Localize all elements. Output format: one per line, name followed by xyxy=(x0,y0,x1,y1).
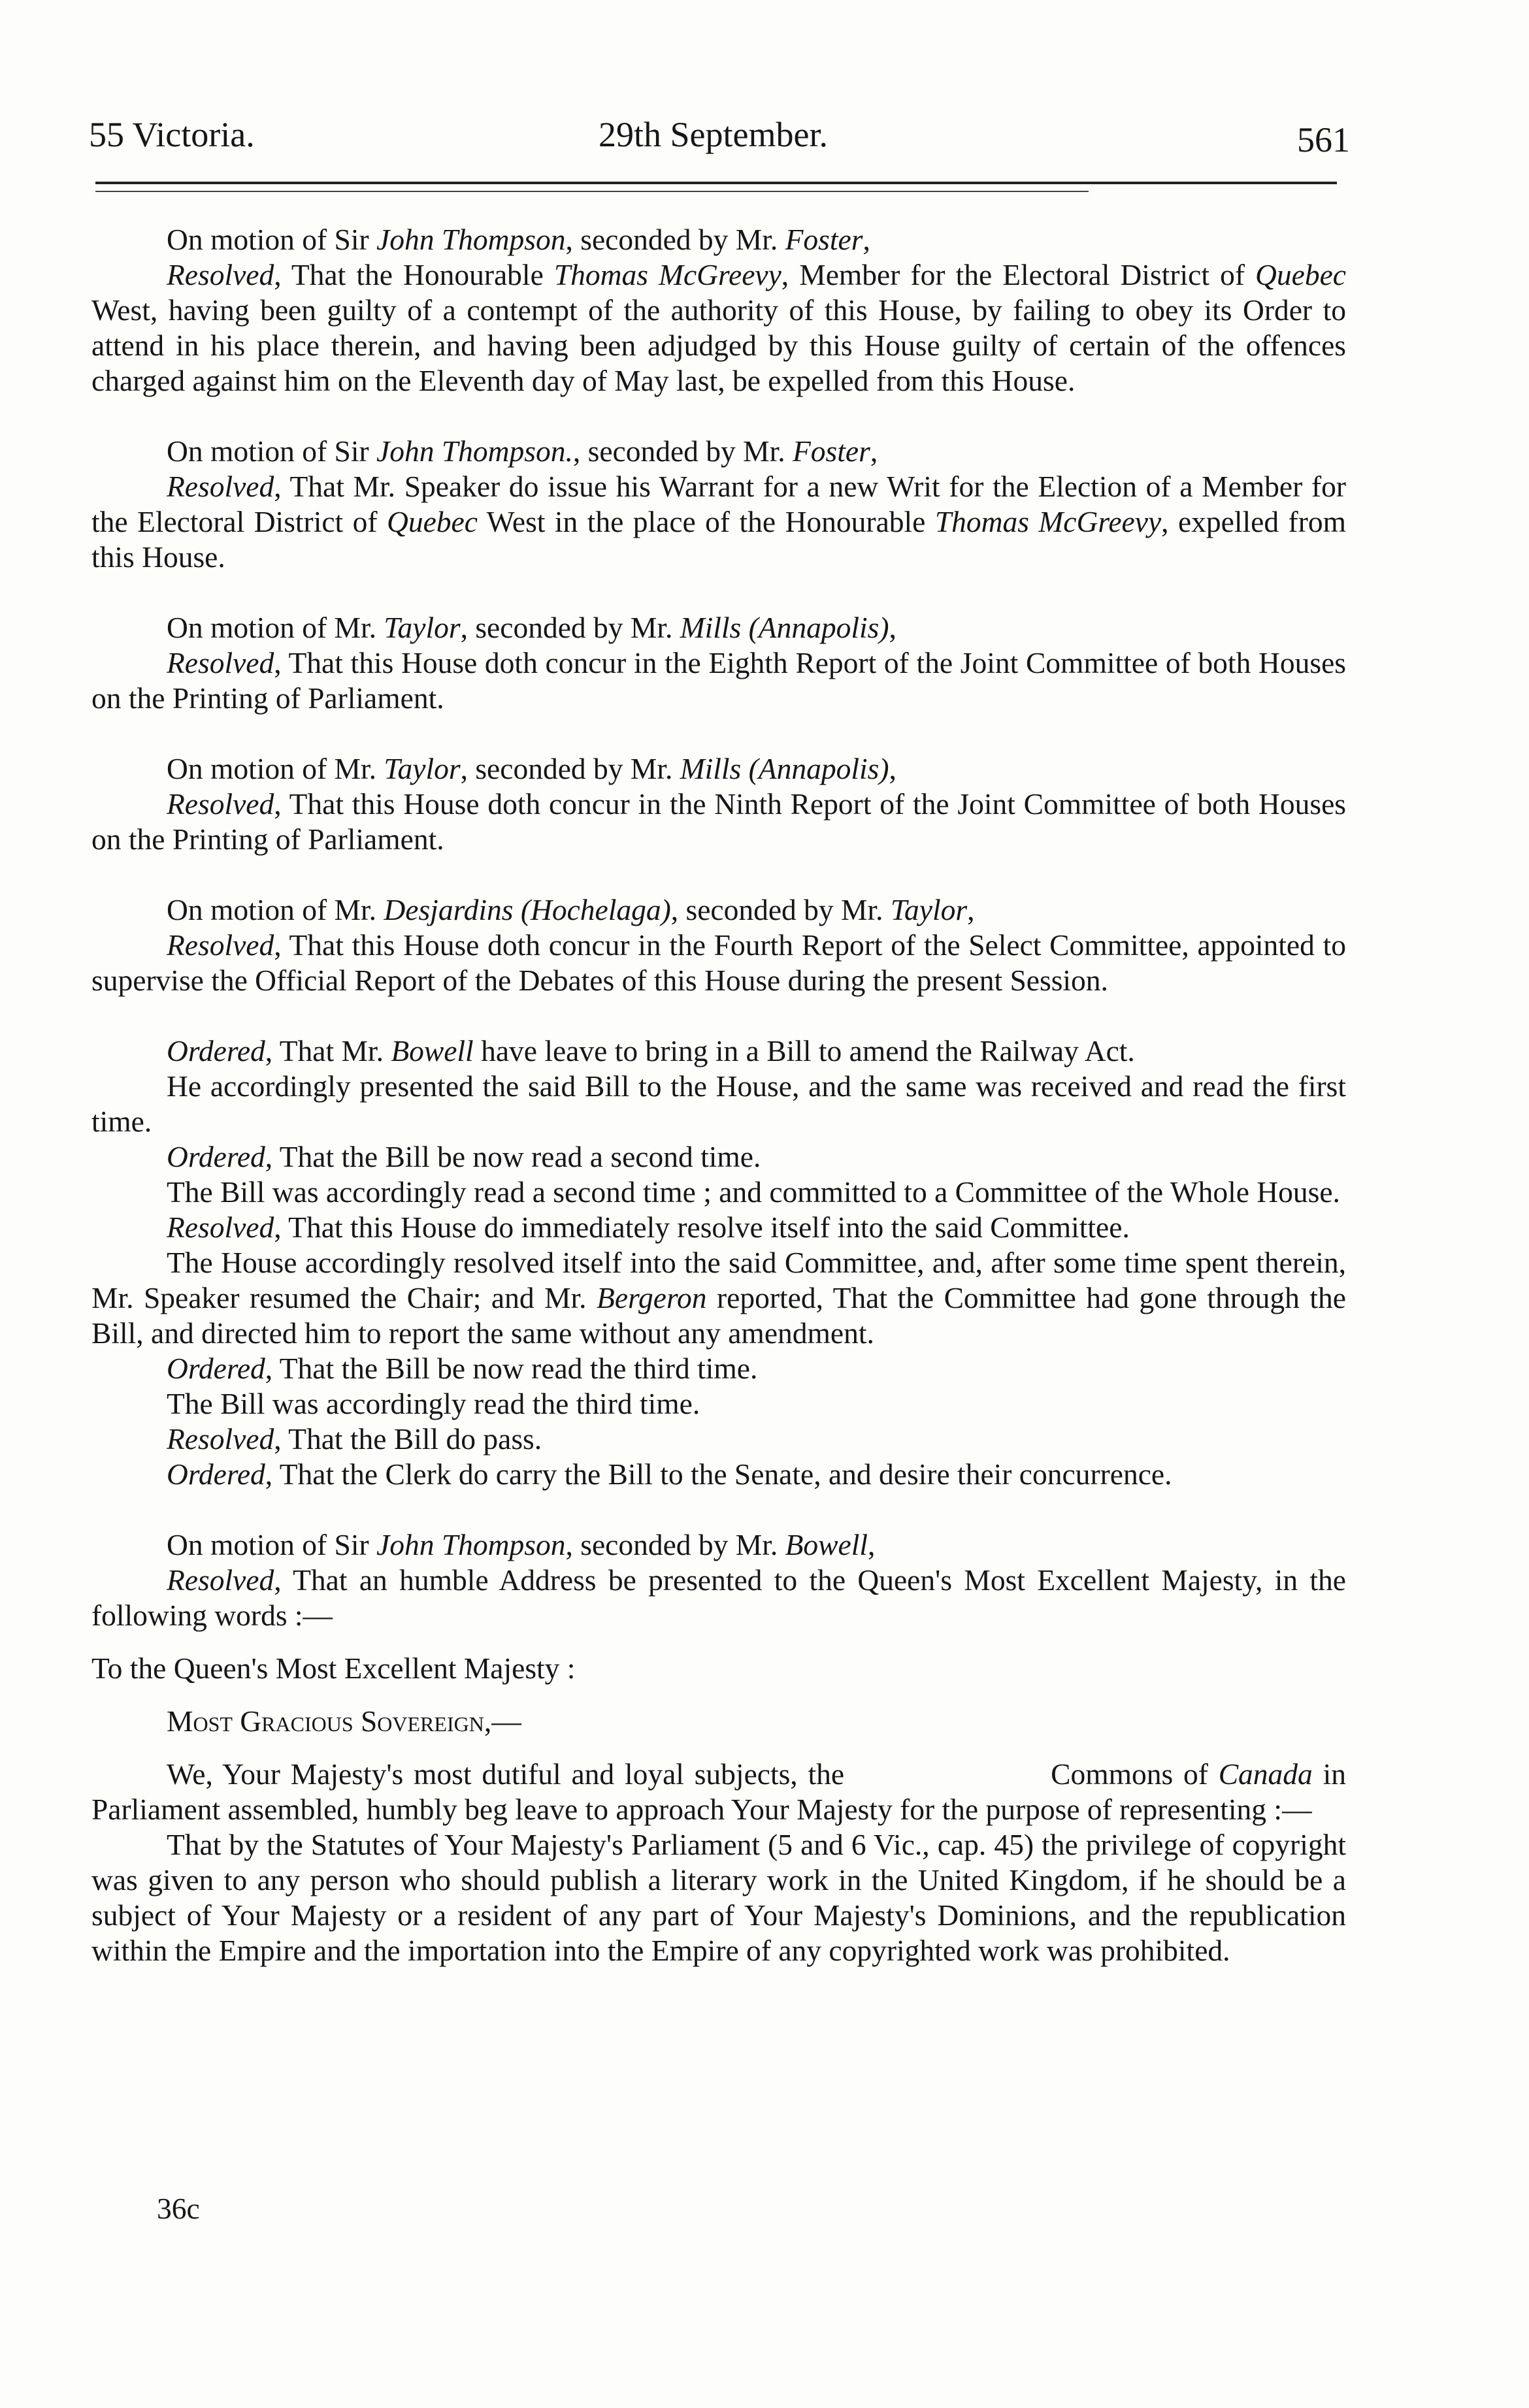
motion-line: On motion of Sir John Thompson, seconded by Mr. Bowell, xyxy=(167,1528,876,1561)
motion-line: On motion of Mr. Taylor, seconded by Mr. Mills (Annapolis), xyxy=(167,611,896,644)
address-to-line: To the Queen's Most Excellent Majesty : xyxy=(91,1651,576,1685)
resolved-label: Resolved xyxy=(167,787,274,821)
resolution-text: Resolved, That this House doth concur in the Eighth Report of the Joint Committee of both Houses on the Printing of Parliament. xyxy=(91,646,1346,715)
mover-name: John Thompson xyxy=(376,223,566,256)
motion-line: On motion of Sir John Thompson., seconded by Mr. Foster, xyxy=(167,434,878,468)
resolved-label: Resolved xyxy=(167,470,274,503)
motion-entry xyxy=(91,610,1346,716)
seconder-name: Foster xyxy=(793,434,870,468)
page-number: 561 xyxy=(1297,120,1350,159)
mover-name: Desjardins (Hochelaga) xyxy=(384,893,671,926)
mover-name: John Thompson xyxy=(376,1528,566,1561)
motion-entry xyxy=(91,751,1346,857)
address-entry xyxy=(91,1527,1354,1968)
resolved-label: Resolved xyxy=(167,928,274,962)
seconder-name: Mills (Annapolis) xyxy=(680,611,889,644)
mover-name: John Thompson. xyxy=(376,434,573,468)
header-date: 29th September. xyxy=(599,115,828,154)
header-session: 55 Victoria. xyxy=(89,115,255,154)
resolution-text: Resolved, That an humble Address be presented to the Queen's Most Excellent Majesty, in the following words :— xyxy=(91,1563,1346,1632)
motion-line: On motion of Sir John Thompson, seconded by Mr. Foster, xyxy=(167,223,870,256)
bill-pass-resolution: Resolved, That the Bill do pass. xyxy=(167,1422,542,1456)
seconder-name: Foster xyxy=(785,223,863,256)
senate-order: Ordered, That the Clerk do carry the Bill to the Senate, and desire their concurrence. xyxy=(167,1457,1172,1491)
resolution-text: Resolved, That this House doth concur in the Ninth Report of the Joint Committee of both Houses on the Printing of Parliament. xyxy=(91,787,1346,856)
address-opening: We, Your Majesty's most dutiful and loyal subjects, the Commons of Canada in Parliament assembled, humbly beg leave to approach Your Majesty for the purpose of representing :— xyxy=(91,1757,1354,1826)
bill-proceedings xyxy=(91,1033,1346,1492)
address-representation: That by the Statutes of Your Majesty's Parliament (5 and 6 Vic., cap. 45) the privilege of copyright was given to any person who should publish a literary work in the United Kingdom, if he should be a subject of Your Majesty or a resident of any part of Your Majesty's Dominions, and the republication within the Empire and the importation into the Empire of any copyrighted work was prohibited. xyxy=(91,1828,1346,1967)
motion-entry xyxy=(91,892,1346,998)
seconder-name: Bowell xyxy=(785,1528,868,1561)
signature-mark: 36c xyxy=(157,2192,200,2225)
resolution-text: Resolved, That the Honourable Thomas McGreevy, Member for the Electoral District of Quebec West, having been guilty of a contempt of the authority of this House, by failing to obey its Order to attend in his place therein, and having been adjudged by this House guilty of certain of the offences charged against him on the Eleventh day of May last, be expelled from this House. xyxy=(91,258,1346,397)
third-reading-order: Ordered, That the Bill be now read the third time. xyxy=(167,1352,758,1385)
resolved-label: Resolved xyxy=(167,258,274,291)
mover-name: Taylor xyxy=(384,611,461,644)
resolved-label: Resolved xyxy=(167,646,274,679)
resolution-text: Resolved, That this House doth concur in the Fourth Report of the Select Committee, appointed to supervise the Official Report of the Debates of this House during the present Session. xyxy=(91,928,1346,997)
motion-entry xyxy=(91,222,1346,399)
third-reading: The Bill was accordingly read the third time. xyxy=(167,1387,700,1420)
motion-line: On motion of Mr. Desjardins (Hochelaga), seconded by Mr. Taylor, xyxy=(167,893,975,926)
second-reading-order: Ordered, That the Bill be now read a second time. xyxy=(167,1140,761,1173)
motion-line: On motion of Mr. Taylor, seconded by Mr. Mills (Annapolis), xyxy=(167,752,896,785)
resolved-label: Resolved xyxy=(167,1563,274,1597)
second-reading: The Bill was accordingly read a second time ; and committed to a Committee of the Whole House. xyxy=(167,1175,1340,1209)
committee-resolution: Resolved, That this House do immediately resolve itself into the said Committee. xyxy=(167,1211,1130,1244)
salutation: Most Gracious Sovereign,— xyxy=(167,1704,521,1738)
running-header xyxy=(89,108,1350,161)
motion-entry xyxy=(91,434,1346,575)
header-rule xyxy=(95,182,1337,184)
seconder-name: Mills (Annapolis) xyxy=(680,752,889,785)
mover-name: Taylor xyxy=(384,752,461,785)
committee-report: The House accordingly resolved itself into the said Committee, and, after some time spent therein, Mr. Speaker resumed the Chair; and Mr. Bergeron reported, That the Committee had gone through the Bill, and directed him to report the same without any amendment. xyxy=(91,1246,1346,1350)
seconder-name: Taylor xyxy=(890,893,968,926)
header-rule-thin xyxy=(95,191,1089,192)
bill-presented: He accordingly presented the said Bill to the House, and the same was received and read the first time. xyxy=(91,1069,1346,1138)
bill-leave-order: Ordered, That Mr. Bowell have leave to bring in a Bill to amend the Railway Act. xyxy=(167,1034,1135,1067)
resolution-text: Resolved, That Mr. Speaker do issue his Warrant for a new Writ for the Election of a Member for the Electoral District of Quebec West in the place of the Honourable Thomas McGreevy, expelled from this House. xyxy=(91,470,1346,574)
page-body xyxy=(91,222,1354,1968)
